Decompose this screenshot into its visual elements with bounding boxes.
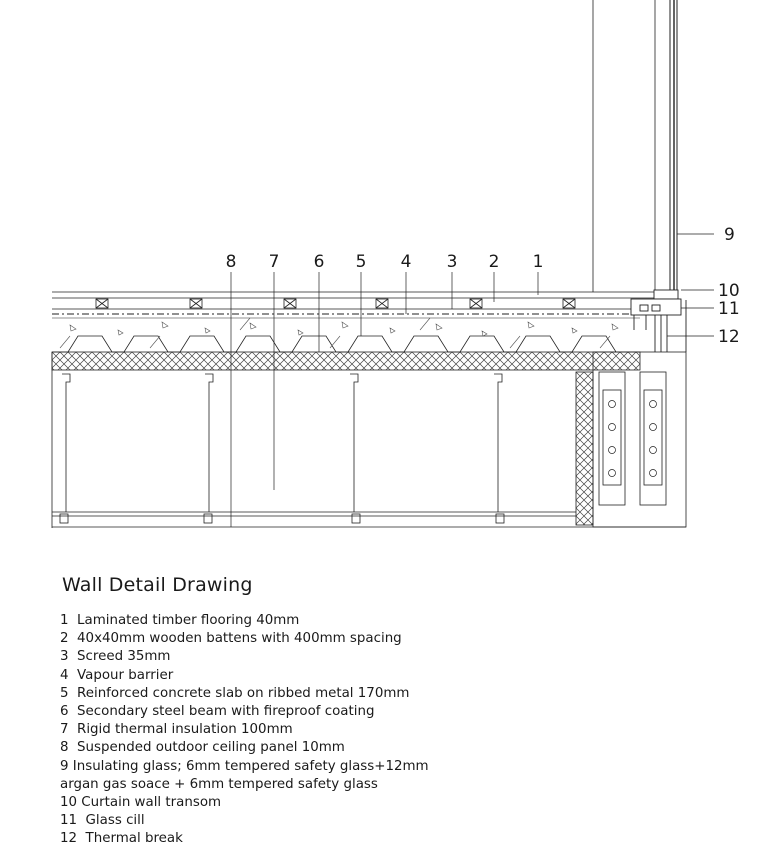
- callout-3: 3: [446, 252, 458, 272]
- curtain-wall-glass: [593, 0, 677, 292]
- legend-item: 9 Insulating glass; 6mm tempered safety glass+12mm: [60, 758, 429, 774]
- wooden-battens: [96, 299, 575, 308]
- drawing-title: Wall Detail Drawing: [62, 574, 253, 596]
- legend-item: 4 Vapour barrier: [60, 667, 174, 683]
- callout-6: 6: [313, 252, 325, 272]
- legend-item: 8 Suspended outdoor ceiling panel 10mm: [60, 740, 345, 756]
- legend-item: 10 Curtain wall transom: [60, 795, 222, 811]
- legend-item: 2 40x40mm wooden battens with 400mm spacing: [60, 631, 402, 647]
- legend-item: 7 Rigid thermal insulation 100mm: [60, 722, 293, 738]
- transom-cill: [631, 290, 686, 352]
- callout-9: 9: [724, 225, 735, 245]
- legend-list: [60, 612, 429, 849]
- legend-item: 5 Reinforced concrete slab on ribbed metal 170mm: [60, 685, 410, 701]
- callout-12: 12: [718, 327, 740, 347]
- callout-8: 8: [225, 252, 237, 272]
- callout-7: 7: [268, 252, 280, 272]
- callout-5: 5: [355, 252, 367, 272]
- legend-item: 12 Thermal break: [60, 831, 183, 847]
- concrete-hatch: [60, 318, 618, 348]
- leader-lines: [231, 234, 714, 527]
- legend-item: 6 Secondary steel beam with fireproof coating: [60, 704, 375, 720]
- callout-10: 10: [718, 281, 740, 301]
- legend-item: 1 Laminated timber flooring 40mm: [60, 613, 300, 628]
- legend-item: 11 Glass cill: [60, 813, 145, 829]
- steel-edge-beam: [576, 352, 686, 527]
- floor-buildup: [52, 292, 655, 528]
- callout-4: 4: [400, 252, 412, 272]
- legend-item: argan gas soace + 6mm tempered safety glass: [60, 776, 378, 792]
- legend-item: 3 Screed 35mm: [60, 649, 171, 665]
- callout-11: 11: [718, 299, 740, 319]
- callout-1: 1: [532, 252, 544, 272]
- callout-2: 2: [488, 252, 500, 272]
